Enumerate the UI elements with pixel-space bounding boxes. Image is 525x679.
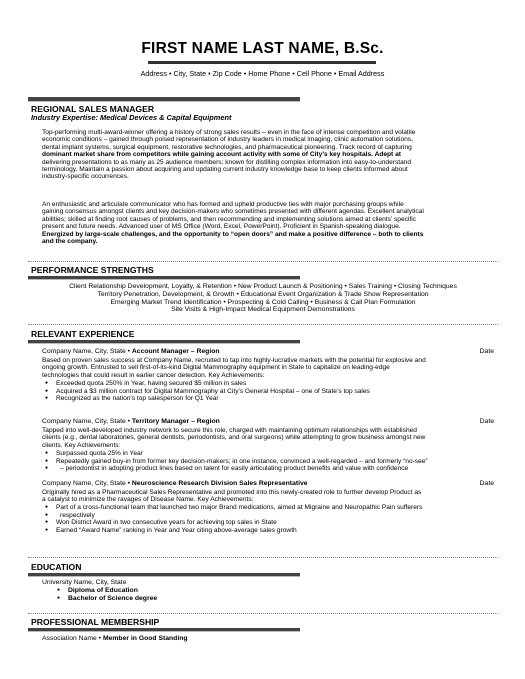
job-role: Account Manager – Region [131, 348, 220, 355]
job-achievements [42, 504, 494, 534]
job-heading [42, 348, 494, 356]
experience-rule [28, 340, 300, 344]
text-line: gaining consensus amongst clients and key decision-makers who sometimes presented with different agendas. Excellent analytical [42, 208, 424, 216]
education-title: EDUCATION [31, 562, 82, 572]
job-achievements [42, 380, 494, 403]
text-line: An enthusiastic and articulate communicator who has formed and upheld productive ties with major purchasing groups while [42, 201, 404, 208]
text-line: clients. Key Achievements: [42, 441, 121, 449]
candidate-name: FIRST NAME LAST NAME, B.Sc. [141, 40, 384, 57]
text-line: abilities; skilled at finding root causes of problems, and then recommending and implementing solutions aimed at clients’ specific [42, 215, 416, 223]
summary-title: REGIONAL SALES MANAGER [31, 104, 155, 114]
achievement-item: ● Earned “Award Name” ranking in Year and Year citing above-average sales growth [42, 527, 494, 535]
job-description [42, 427, 494, 449]
association-name: Association Name • [42, 635, 103, 642]
strength-line: Emerging Market Trend Identification • Prospecting & Cold Calling • Business & Call Plan Formulation [110, 298, 416, 306]
text-line: technologies that could result in earlier cancer detection. Key Achievements: [42, 371, 265, 379]
achievement-item: ● Won District Award in two consecutive years for achieving top sales in State [42, 519, 494, 527]
strengths-dotted-rule [28, 261, 498, 262]
header-rule [148, 61, 376, 64]
strength-line: Site Visits & High-Impact Medical Equipment Demonstrations [171, 306, 355, 314]
strength-line: Territory Penetration, Development, & Growth • Educational Event Organization & Trade Show Representation [97, 290, 429, 298]
summary-rule [28, 97, 300, 102]
achievement-item: ● Part of a cross-functional team that launched two major Brand medications, aimed at Migraine and Neuropathic Pain sufferers [42, 504, 494, 512]
achievement-item: ● Surpassed quota 25% in Year [42, 450, 494, 458]
membership-title: PROFESSIONAL MEMBERSHIP [31, 617, 160, 627]
job-heading [42, 418, 494, 426]
strengths-rule [28, 276, 300, 280]
job-date: Date [479, 480, 494, 487]
job-company: Company Name, City, State • [42, 418, 132, 425]
membership-status: Member in Good Standing [102, 635, 188, 642]
text-line: economic conditions – gained through poised representation of industry leaders in medical imaging, clinic automation solutions, [42, 136, 413, 144]
job-heading [42, 480, 494, 488]
achievement-item: ● Recognized as the nation’s top salesperson for Q1 Year [42, 395, 494, 403]
job-description [42, 489, 494, 504]
text-line: ongoing growth. Entrusted to sell first-of-its-kind Digital Mammography equipment in State to capitalize on leading-edge [42, 364, 390, 372]
membership-dotted-rule [28, 613, 498, 614]
text-line: Top-performing multi-award-winner offering a history of strong sales results – even in the face of intense competition and volatile [42, 129, 416, 136]
summary-paragraph-1 [42, 129, 494, 181]
experience-dotted-rule [28, 324, 498, 325]
education-rule [28, 573, 300, 577]
degree-item: ● Diploma of Education [54, 587, 354, 595]
text-line: present and future needs. Advanced user of MS Office (Word, Excel, PowerPoint). Proficient in Spanish-speaking dialogue. [42, 223, 401, 231]
contact-line: Address • City, State • Zip Code • Home Phone • Cell Phone • Email Address [140, 69, 385, 78]
degree-item: ● Bachelor of Science degree [54, 595, 354, 603]
strengths-list [28, 283, 498, 314]
text-line: terminology. Maintain a passion about acquiring and updating current industry knowledge base to keep clients informed about [42, 166, 408, 174]
text-line: delivering presentations to as many as 25 audience members; known for distilling complex information into easy-to-understand [42, 158, 412, 166]
job-date: Date [479, 418, 494, 425]
job-company: Company Name, City, State • [42, 480, 132, 487]
experience-title: RELEVANT EXPERIENCE [31, 329, 135, 339]
achievement-item: ● Repeatedly gained buy-in from former key decision-makers; in one instance, convinced a well-regarded – and formerly “no-see” [42, 458, 494, 466]
membership-line [42, 635, 188, 643]
text-line: dental implant systems, surgical equipment, restorative technologies, and pharmaceutical pioneering. Track record of capturing [42, 143, 412, 151]
job-achievements [42, 450, 494, 473]
job-date: Date [479, 348, 494, 355]
membership-rule [28, 628, 300, 632]
job-role: Neuroscience Research Division Sales Representative [131, 480, 308, 487]
text-line: Energized by large-scale challenges, and the opportunity to “open doors” and make a positive difference – both to clients [42, 230, 424, 238]
education-dotted-rule [28, 557, 498, 558]
text-line: Based on proven sales success at Company Name, recruited to tap into highly-lucrative markets with the potential for explosive and [42, 357, 426, 364]
education-school: University Name, City, State [42, 579, 127, 586]
achievement-item: ● Acquired a $3 million contract for Digital Mammography at City’s General Hospital – one of State’s top sales [42, 388, 494, 396]
achievement-item: ● – periodontist in adopting product lines based on talent for easily articulating product benefits and value with confidence [42, 465, 494, 473]
strengths-title: PERFORMANCE STRENGTHS [31, 265, 154, 275]
text-line: industry-specific occurrences. [42, 173, 129, 181]
text-line: clients (e.g., dental laboratories, general dentists, periodontists, and oral surgeons) while attempting to grow business amongst new [42, 434, 426, 442]
achievement-item: ● respectively [42, 512, 494, 520]
summary-subtitle: Industry Expertise: Medical Devices & Capital Equipment [31, 113, 232, 122]
text-line: Tapped into well-developed industry network to secure this role, charged with maintaining optimum relationships with established [42, 427, 417, 434]
text-line: dominant market share from competitors while gaining account activity with some of City’s key hospitals. Adept at [42, 151, 401, 159]
achievement-item: ● Exceeded quota 250% in Year, having secured $5 million in sales [42, 380, 494, 388]
strength-line: Client Relationship Development, Loyalty, & Retention • New Product Launch & Positioning • Sales Training • Closing Techniques [69, 283, 457, 290]
job-description [42, 357, 494, 379]
job-role: Territory Manager – Region [131, 418, 220, 425]
text-line: Originally hired as a Pharmaceutical Sales Representative and promoted into this newly-created role to further develop Product as [42, 489, 422, 496]
text-line: a catalyst to minimize the ravages of Disease Name. Key Achievements: [42, 496, 254, 504]
summary-paragraph-2 [42, 201, 494, 245]
job-company: Company Name, City, State • [42, 348, 132, 355]
text-line: and the company. [42, 238, 98, 246]
education-credentials [54, 587, 354, 602]
